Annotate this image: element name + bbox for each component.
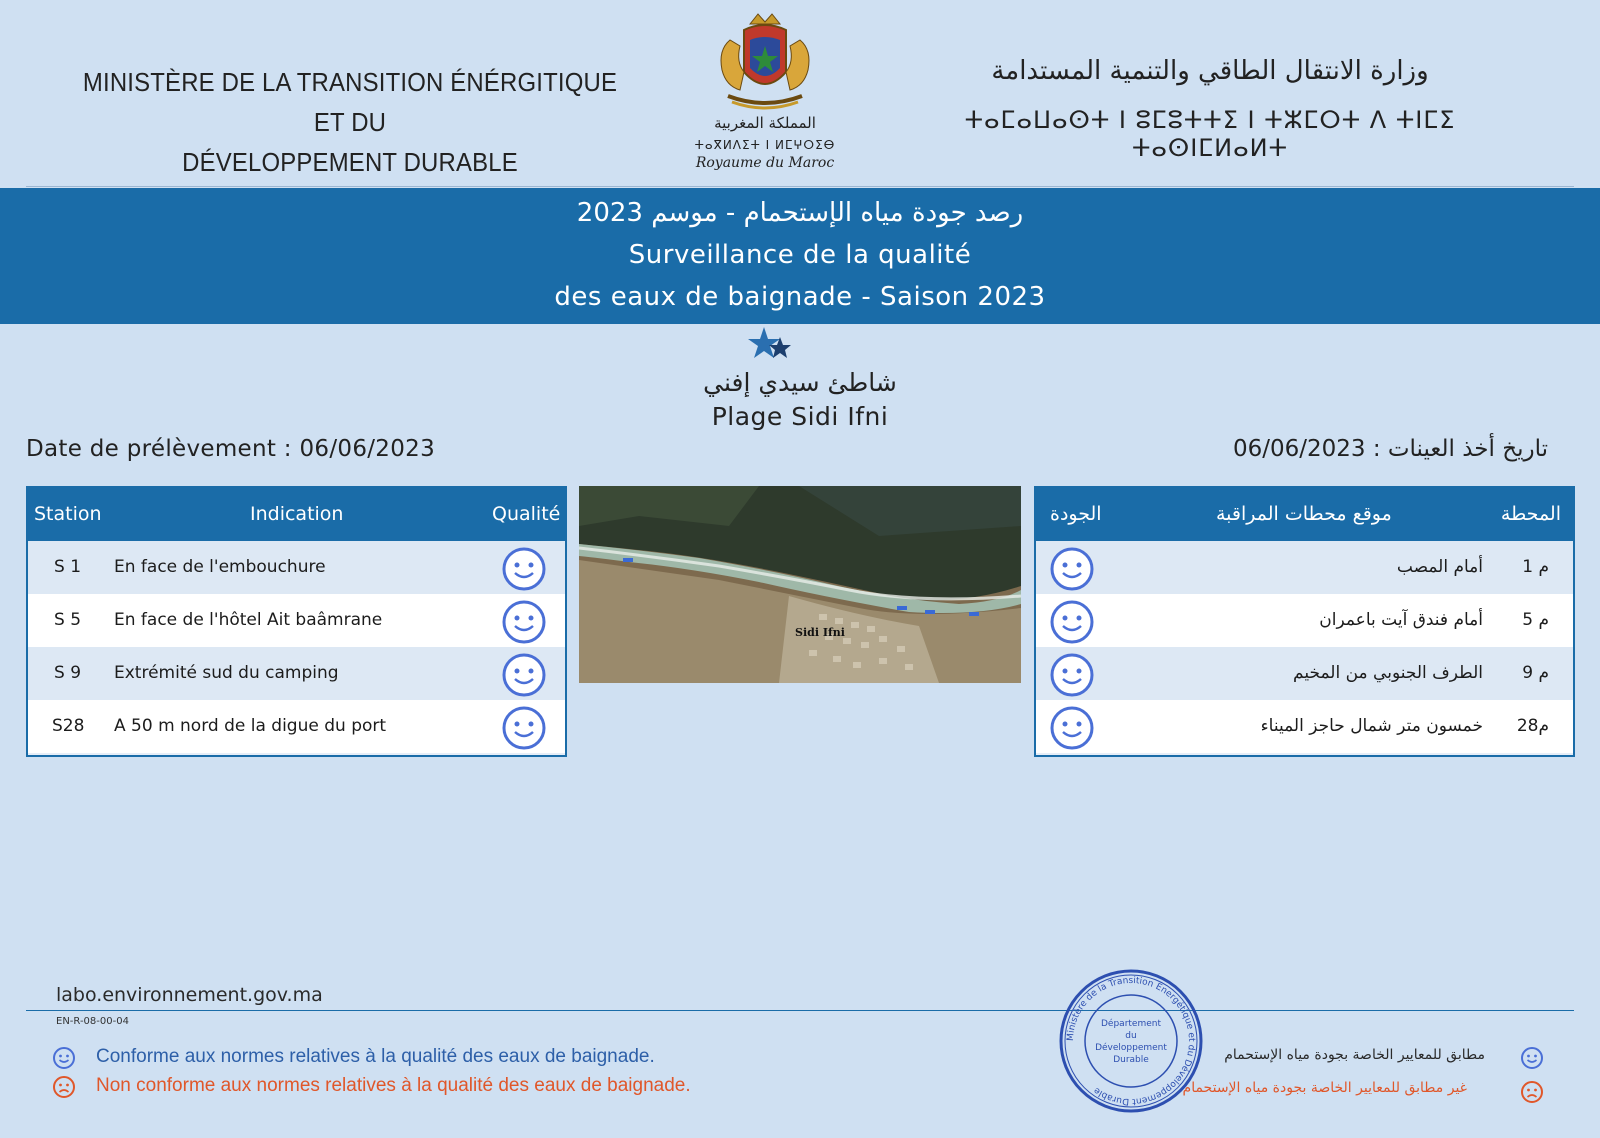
- header-station: Station: [34, 503, 102, 525]
- station-indication: En face de l'embouchure: [114, 557, 326, 577]
- stamp-inner-text: du: [1125, 1031, 1137, 1041]
- smiley-conform-icon: [502, 653, 546, 697]
- table-row: [1036, 647, 1573, 700]
- station-indication: Extrémité sud du camping: [114, 663, 339, 683]
- station-code-ar: م 9: [1522, 663, 1549, 683]
- legend-nonconform-fr: Non conforme aux normes relatives à la qualité des eaux de baignade.: [96, 1075, 691, 1096]
- header-indication: Indication: [250, 503, 344, 525]
- station-location-ar: أمام فندق آيت باعمران: [1319, 610, 1483, 630]
- kingdom-name-fr: Royaume du Maroc: [695, 155, 835, 171]
- station-indication: En face de l'hôtel Ait baâmrane: [114, 610, 383, 630]
- table-header: [28, 488, 565, 541]
- beach-name-fr: Plage Sidi Ifni: [711, 402, 889, 431]
- station-code-ar: م 1: [1522, 557, 1549, 577]
- royal-coat-of-arms-icon: [700, 10, 830, 120]
- table-row: [1036, 594, 1573, 647]
- smiley-conform-icon: [1050, 653, 1094, 697]
- website-link[interactable]: labo.environnement.gov.ma: [56, 984, 323, 1006]
- station-code: S 5: [54, 610, 82, 630]
- legend-conform-fr: Conforme aux normes relatives à la qualité des eaux de baignade.: [96, 1046, 655, 1067]
- satellite-map: [579, 486, 1021, 683]
- table-row: [1036, 541, 1573, 594]
- table-row: [28, 541, 565, 594]
- table-row: [28, 594, 565, 647]
- banner-title-fr-1: Surveillance de la qualité: [628, 240, 972, 270]
- map-label: Sidi Ifni: [795, 626, 845, 639]
- station-location-ar: أمام المصب: [1396, 557, 1483, 577]
- ministry-name-fr: MINISTÈRE DE LA TRANSITION ÉNÉRGITIQUE ET DU DÉVELOPPEMENT DURABLE: [82, 67, 618, 177]
- table-row: [28, 647, 565, 700]
- stamp-inner-text: Département: [1101, 1019, 1161, 1029]
- table-header: [1036, 488, 1573, 541]
- ministry-name-tz: ⵜⴰⵎⴰⵡⴰⵙⵜ ⵏ ⵓⵎⵓⵜⵜⵉ ⵏ ⵜⵣⵎⵔⵜ ⴷ ⵜⵏⵎⵉ ⵜⴰⵙⵏⵎⵍⴰⵍⵜ: [964, 106, 1456, 162]
- stamp-outer-text: Ministère de la Transition Énergétique et du Développement Durable: [1065, 975, 1197, 1107]
- smiley-conform-icon: [1050, 706, 1094, 750]
- banner-title-fr-2: des eaux de baignade - Saison 2023: [554, 282, 1046, 312]
- smiley-conform-icon: [502, 600, 546, 644]
- header-divider: [26, 186, 1574, 187]
- smiley-conform-icon: [502, 706, 546, 750]
- stamp-inner-text: Développement: [1095, 1043, 1167, 1053]
- frowny-nonconform-icon: [52, 1075, 76, 1099]
- table-row: [1036, 700, 1573, 753]
- ministry-name-ar: وزارة الانتقال الطاقي والتنمية المستدامة: [991, 56, 1429, 86]
- title-banner: [0, 188, 1600, 324]
- station-location-ar: خمسون متر شمال حاجز الميناء: [1260, 716, 1483, 736]
- smiley-conform-icon: [1050, 547, 1094, 591]
- table-row: [28, 700, 565, 753]
- header-quality-ar: الجودة: [1050, 503, 1102, 525]
- header-station-ar: المحطة: [1500, 503, 1561, 525]
- smiley-conform-icon: [1050, 600, 1094, 644]
- station-code: S 9: [54, 663, 82, 683]
- satellite-map-image: [579, 486, 1021, 683]
- header-location-ar: موقع محطات المراقبة: [1216, 503, 1392, 525]
- sampling-date-fr: Date de prélèvement : 06/06/2023: [26, 436, 436, 462]
- kingdom-name-ar: المملكة المغربية: [714, 114, 816, 132]
- station-code: S28: [52, 716, 85, 736]
- station-location-ar: الطرف الجنوبي من المخيم: [1293, 663, 1483, 683]
- header-quality: Qualité: [492, 503, 561, 525]
- station-code: S 1: [54, 557, 82, 577]
- stamp-inner-text: Durable: [1113, 1055, 1149, 1065]
- legend-conform-ar: مطابق للمعايير الخاصة بجودة مياه الإستحمام: [1224, 1047, 1485, 1063]
- footer-divider: [26, 1010, 1574, 1011]
- legend-nonconform-ar: غير مطابق للمعايير الخاصة بجودة مياه الإستحمام: [1182, 1080, 1467, 1096]
- banner-title-ar: رصد جودة مياه الإستحمام - موسم 2023: [576, 198, 1024, 228]
- smiley-conform-icon: [1520, 1046, 1544, 1070]
- smiley-conform-icon: [502, 547, 546, 591]
- blue-flag-stars-icon: [742, 325, 802, 365]
- smiley-conform-icon: [52, 1046, 76, 1070]
- beach-name-ar: شاطئ سيدي إفني: [703, 368, 897, 397]
- station-code-ar: م 5: [1522, 610, 1549, 630]
- station-code-ar: م28: [1516, 716, 1549, 736]
- frowny-nonconform-icon: [1520, 1080, 1544, 1104]
- station-indication: A 50 m nord de la digue du port: [114, 716, 387, 736]
- sampling-date-ar: تاريخ أخذ العينات : 06/06/2023: [1232, 436, 1548, 462]
- stations-table-ar: [1034, 486, 1575, 757]
- kingdom-name-tz: ⵜⴰⴳⵍⴷⵉⵜ ⵏ ⵍⵎⵖⵔⵉⴱ: [694, 138, 836, 152]
- stations-table-fr: [26, 486, 567, 757]
- document-code: EN-R-08-00-04: [56, 1016, 129, 1027]
